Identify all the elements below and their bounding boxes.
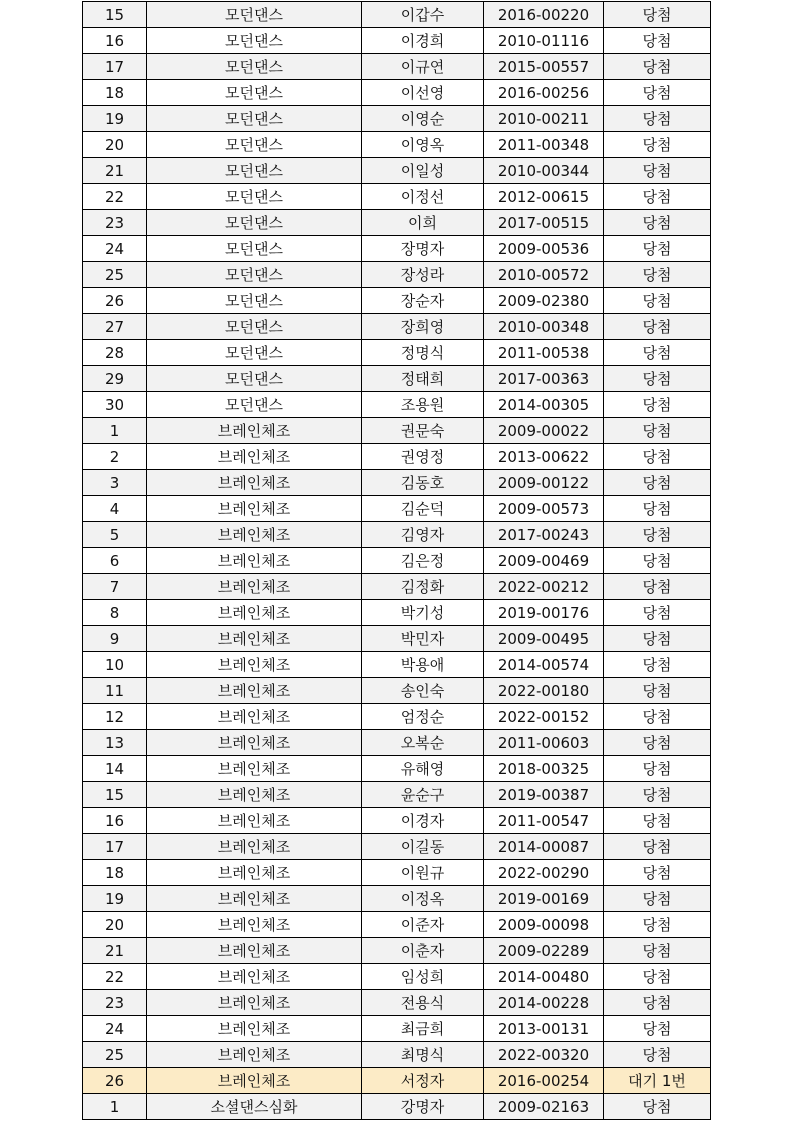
result-cell: 당첨 [604,470,711,496]
table-row [83,548,711,574]
member-id-cell: 2009-02380 [484,288,604,314]
result-cell: 당첨 [604,938,711,964]
member-id-cell: 2009-00495 [484,626,604,652]
member-id-cell: 2022-00290 [484,860,604,886]
program-name-cell: 모던댄스 [147,236,362,262]
applicant-name-cell: 권문숙 [362,418,484,444]
result-cell: 당첨 [604,860,711,886]
table-row [83,704,711,730]
row-number-cell: 17 [83,834,147,860]
applicant-name-cell: 이정선 [362,184,484,210]
applicant-name-cell: 이일성 [362,158,484,184]
result-cell: 당첨 [604,2,711,28]
applicant-name-cell: 유해영 [362,756,484,782]
row-number-cell: 25 [83,1042,147,1068]
program-name-cell: 모던댄스 [147,54,362,80]
program-name-cell: 브레인체조 [147,444,362,470]
applicant-name-cell: 정명식 [362,340,484,366]
program-name-cell: 브레인체조 [147,704,362,730]
applicant-name-cell: 이경자 [362,808,484,834]
member-id-cell: 2009-00469 [484,548,604,574]
program-name-cell: 모던댄스 [147,340,362,366]
row-number-cell: 5 [83,522,147,548]
result-cell: 당첨 [604,522,711,548]
member-id-cell: 2016-00254 [484,1068,604,1094]
row-number-cell: 25 [83,262,147,288]
row-number-cell: 17 [83,54,147,80]
program-name-cell: 모던댄스 [147,288,362,314]
program-name-cell: 브레인체조 [147,938,362,964]
member-id-cell: 2009-00573 [484,496,604,522]
table-row [83,444,711,470]
result-cell: 당첨 [604,600,711,626]
table-row [83,730,711,756]
applicant-name-cell: 이길동 [362,834,484,860]
table-row [83,886,711,912]
table-row [83,340,711,366]
applicant-name-cell: 권영정 [362,444,484,470]
table-body [83,2,711,1120]
program-name-cell: 모던댄스 [147,106,362,132]
row-number-cell: 18 [83,860,147,886]
program-name-cell: 브레인체조 [147,782,362,808]
row-number-cell: 30 [83,392,147,418]
result-cell: 당첨 [604,652,711,678]
row-number-cell: 1 [83,1094,147,1120]
member-id-cell: 2009-00536 [484,236,604,262]
applicant-name-cell: 김순덕 [362,496,484,522]
applicant-name-cell: 이춘자 [362,938,484,964]
result-cell: 당첨 [604,314,711,340]
table-row [83,236,711,262]
program-name-cell: 브레인체조 [147,548,362,574]
member-id-cell: 2016-00256 [484,80,604,106]
table-row [83,1016,711,1042]
member-id-cell: 2017-00243 [484,522,604,548]
applicant-name-cell: 김은정 [362,548,484,574]
result-cell: 당첨 [604,548,711,574]
applicant-name-cell: 장희영 [362,314,484,340]
member-id-cell: 2011-00348 [484,132,604,158]
table-row [83,28,711,54]
member-id-cell: 2013-00131 [484,1016,604,1042]
row-number-cell: 2 [83,444,147,470]
applicant-name-cell: 이갑수 [362,2,484,28]
program-name-cell: 브레인체조 [147,808,362,834]
table-row [83,210,711,236]
member-id-cell: 2012-00615 [484,184,604,210]
member-id-cell: 2014-00305 [484,392,604,418]
member-id-cell: 2022-00320 [484,1042,604,1068]
row-number-cell: 26 [83,288,147,314]
row-number-cell: 21 [83,938,147,964]
applicant-name-cell: 김정화 [362,574,484,600]
applicant-name-cell: 최명식 [362,1042,484,1068]
applicant-name-cell: 임성희 [362,964,484,990]
table-row [83,860,711,886]
row-number-cell: 23 [83,210,147,236]
table-row [83,938,711,964]
applicant-name-cell: 오복순 [362,730,484,756]
applicant-name-cell: 이희 [362,210,484,236]
applicant-name-cell: 김동호 [362,470,484,496]
table-row-waitlist [83,1068,711,1094]
result-cell: 당첨 [604,366,711,392]
row-number-cell: 6 [83,548,147,574]
result-cell: 당첨 [604,886,711,912]
result-cell: 당첨 [604,262,711,288]
table-row [83,964,711,990]
program-name-cell: 브레인체조 [147,730,362,756]
result-cell: 당첨 [604,574,711,600]
program-name-cell: 브레인체조 [147,990,362,1016]
applicant-name-cell: 장성라 [362,262,484,288]
member-id-cell: 2017-00363 [484,366,604,392]
program-name-cell: 모던댄스 [147,2,362,28]
result-cell: 당첨 [604,834,711,860]
program-name-cell: 모던댄스 [147,366,362,392]
table-row [83,314,711,340]
member-id-cell: 2014-00087 [484,834,604,860]
result-cell: 당첨 [604,1042,711,1068]
row-number-cell: 27 [83,314,147,340]
program-name-cell: 브레인체조 [147,626,362,652]
applicant-name-cell: 장순자 [362,288,484,314]
table-row [83,626,711,652]
row-number-cell: 26 [83,1068,147,1094]
program-name-cell: 모던댄스 [147,28,362,54]
result-cell: 당첨 [604,54,711,80]
program-name-cell: 브레인체조 [147,1042,362,1068]
row-number-cell: 19 [83,886,147,912]
result-cell: 당첨 [604,730,711,756]
result-cell: 당첨 [604,340,711,366]
member-id-cell: 2022-00180 [484,678,604,704]
table-row [83,106,711,132]
program-name-cell: 브레인체조 [147,1016,362,1042]
table-row [83,522,711,548]
result-cell: 당첨 [604,1094,711,1120]
table-row [83,782,711,808]
row-number-cell: 21 [83,158,147,184]
member-id-cell: 2018-00325 [484,756,604,782]
member-id-cell: 2017-00515 [484,210,604,236]
member-id-cell: 2015-00557 [484,54,604,80]
member-id-cell: 2010-00211 [484,106,604,132]
row-number-cell: 11 [83,678,147,704]
result-cell: 대기 1번 [604,1068,711,1094]
member-id-cell: 2009-00122 [484,470,604,496]
lottery-result-table [82,1,711,1120]
table-row [83,262,711,288]
table-row [83,990,711,1016]
applicant-name-cell: 박민자 [362,626,484,652]
result-cell: 당첨 [604,964,711,990]
row-number-cell: 8 [83,600,147,626]
member-id-cell: 2010-00348 [484,314,604,340]
result-cell: 당첨 [604,132,711,158]
table-row [83,418,711,444]
program-name-cell: 모던댄스 [147,184,362,210]
applicant-name-cell: 이정옥 [362,886,484,912]
row-number-cell: 20 [83,132,147,158]
row-number-cell: 20 [83,912,147,938]
member-id-cell: 2011-00603 [484,730,604,756]
member-id-cell: 2013-00622 [484,444,604,470]
result-cell: 당첨 [604,106,711,132]
program-name-cell: 브레인체조 [147,470,362,496]
table-row [83,652,711,678]
result-cell: 당첨 [604,990,711,1016]
result-cell: 당첨 [604,444,711,470]
table-row [83,912,711,938]
result-cell: 당첨 [604,392,711,418]
applicant-name-cell: 윤순구 [362,782,484,808]
member-id-cell: 2009-02289 [484,938,604,964]
row-number-cell: 7 [83,574,147,600]
applicant-name-cell: 서정자 [362,1068,484,1094]
applicant-name-cell: 송인숙 [362,678,484,704]
applicant-name-cell: 이원규 [362,860,484,886]
member-id-cell: 2011-00538 [484,340,604,366]
member-id-cell: 2019-00176 [484,600,604,626]
row-number-cell: 24 [83,1016,147,1042]
applicant-name-cell: 최금희 [362,1016,484,1042]
member-id-cell: 2010-01116 [484,28,604,54]
row-number-cell: 29 [83,366,147,392]
member-id-cell: 2009-00022 [484,418,604,444]
applicant-name-cell: 전용식 [362,990,484,1016]
table-row [83,1094,711,1120]
program-name-cell: 브레인체조 [147,574,362,600]
program-name-cell: 모던댄스 [147,314,362,340]
row-number-cell: 23 [83,990,147,1016]
table-row [83,496,711,522]
row-number-cell: 9 [83,626,147,652]
applicant-name-cell: 이선영 [362,80,484,106]
applicant-name-cell: 이영옥 [362,132,484,158]
table-row [83,288,711,314]
row-number-cell: 22 [83,964,147,990]
member-id-cell: 2019-00387 [484,782,604,808]
member-id-cell: 2009-00098 [484,912,604,938]
applicant-name-cell: 엄정순 [362,704,484,730]
row-number-cell: 4 [83,496,147,522]
row-number-cell: 28 [83,340,147,366]
table-row [83,1042,711,1068]
result-cell: 당첨 [604,184,711,210]
result-cell: 당첨 [604,288,711,314]
result-cell: 당첨 [604,80,711,106]
program-name-cell: 모던댄스 [147,210,362,236]
program-name-cell: 모던댄스 [147,262,362,288]
row-number-cell: 15 [83,782,147,808]
result-cell: 당첨 [604,496,711,522]
program-name-cell: 브레인체조 [147,1068,362,1094]
result-cell: 당첨 [604,1016,711,1042]
member-id-cell: 2011-00547 [484,808,604,834]
result-cell: 당첨 [604,912,711,938]
program-name-cell: 브레인체조 [147,418,362,444]
table-row [83,184,711,210]
table-row [83,678,711,704]
program-name-cell: 브레인체조 [147,886,362,912]
table-row [83,470,711,496]
row-number-cell: 16 [83,808,147,834]
result-cell: 당첨 [604,158,711,184]
table-row [83,392,711,418]
program-name-cell: 브레인체조 [147,652,362,678]
member-id-cell: 2019-00169 [484,886,604,912]
row-number-cell: 12 [83,704,147,730]
result-cell: 당첨 [604,808,711,834]
member-id-cell: 2014-00228 [484,990,604,1016]
table-row [83,574,711,600]
result-cell: 당첨 [604,704,711,730]
member-id-cell: 2014-00574 [484,652,604,678]
applicant-name-cell: 조용원 [362,392,484,418]
result-cell: 당첨 [604,418,711,444]
row-number-cell: 13 [83,730,147,756]
result-cell: 당첨 [604,756,711,782]
applicant-name-cell: 장명자 [362,236,484,262]
program-name-cell: 브레인체조 [147,834,362,860]
result-cell: 당첨 [604,236,711,262]
applicant-name-cell: 이영순 [362,106,484,132]
member-id-cell: 2010-00344 [484,158,604,184]
program-name-cell: 소셜댄스심화 [147,1094,362,1120]
member-id-cell: 2022-00212 [484,574,604,600]
program-name-cell: 모던댄스 [147,158,362,184]
applicant-name-cell: 김영자 [362,522,484,548]
result-cell: 당첨 [604,626,711,652]
table-row [83,80,711,106]
program-name-cell: 브레인체조 [147,522,362,548]
applicant-name-cell: 박용애 [362,652,484,678]
row-number-cell: 16 [83,28,147,54]
table-row [83,756,711,782]
applicant-name-cell: 박기성 [362,600,484,626]
member-id-cell: 2014-00480 [484,964,604,990]
row-number-cell: 19 [83,106,147,132]
result-cell: 당첨 [604,782,711,808]
table-row [83,834,711,860]
program-name-cell: 브레인체조 [147,600,362,626]
row-number-cell: 22 [83,184,147,210]
row-number-cell: 1 [83,418,147,444]
table-row [83,808,711,834]
table-row [83,600,711,626]
row-number-cell: 18 [83,80,147,106]
table-row [83,132,711,158]
program-name-cell: 브레인체조 [147,860,362,886]
applicant-name-cell: 이경희 [362,28,484,54]
result-cell: 당첨 [604,210,711,236]
applicant-name-cell: 강명자 [362,1094,484,1120]
member-id-cell: 2009-02163 [484,1094,604,1120]
applicant-name-cell: 이규연 [362,54,484,80]
program-name-cell: 모던댄스 [147,132,362,158]
member-id-cell: 2016-00220 [484,2,604,28]
program-name-cell: 브레인체조 [147,678,362,704]
table-row [83,158,711,184]
applicant-name-cell: 이준자 [362,912,484,938]
table-row [83,366,711,392]
table-row [83,54,711,80]
row-number-cell: 15 [83,2,147,28]
result-cell: 당첨 [604,28,711,54]
program-name-cell: 브레인체조 [147,496,362,522]
row-number-cell: 10 [83,652,147,678]
program-name-cell: 브레인체조 [147,912,362,938]
program-name-cell: 브레인체조 [147,756,362,782]
program-name-cell: 모던댄스 [147,80,362,106]
program-name-cell: 모던댄스 [147,392,362,418]
row-number-cell: 14 [83,756,147,782]
table-row [83,2,711,28]
row-number-cell: 3 [83,470,147,496]
member-id-cell: 2022-00152 [484,704,604,730]
row-number-cell: 24 [83,236,147,262]
result-cell: 당첨 [604,678,711,704]
member-id-cell: 2010-00572 [484,262,604,288]
applicant-name-cell: 정태희 [362,366,484,392]
program-name-cell: 브레인체조 [147,964,362,990]
